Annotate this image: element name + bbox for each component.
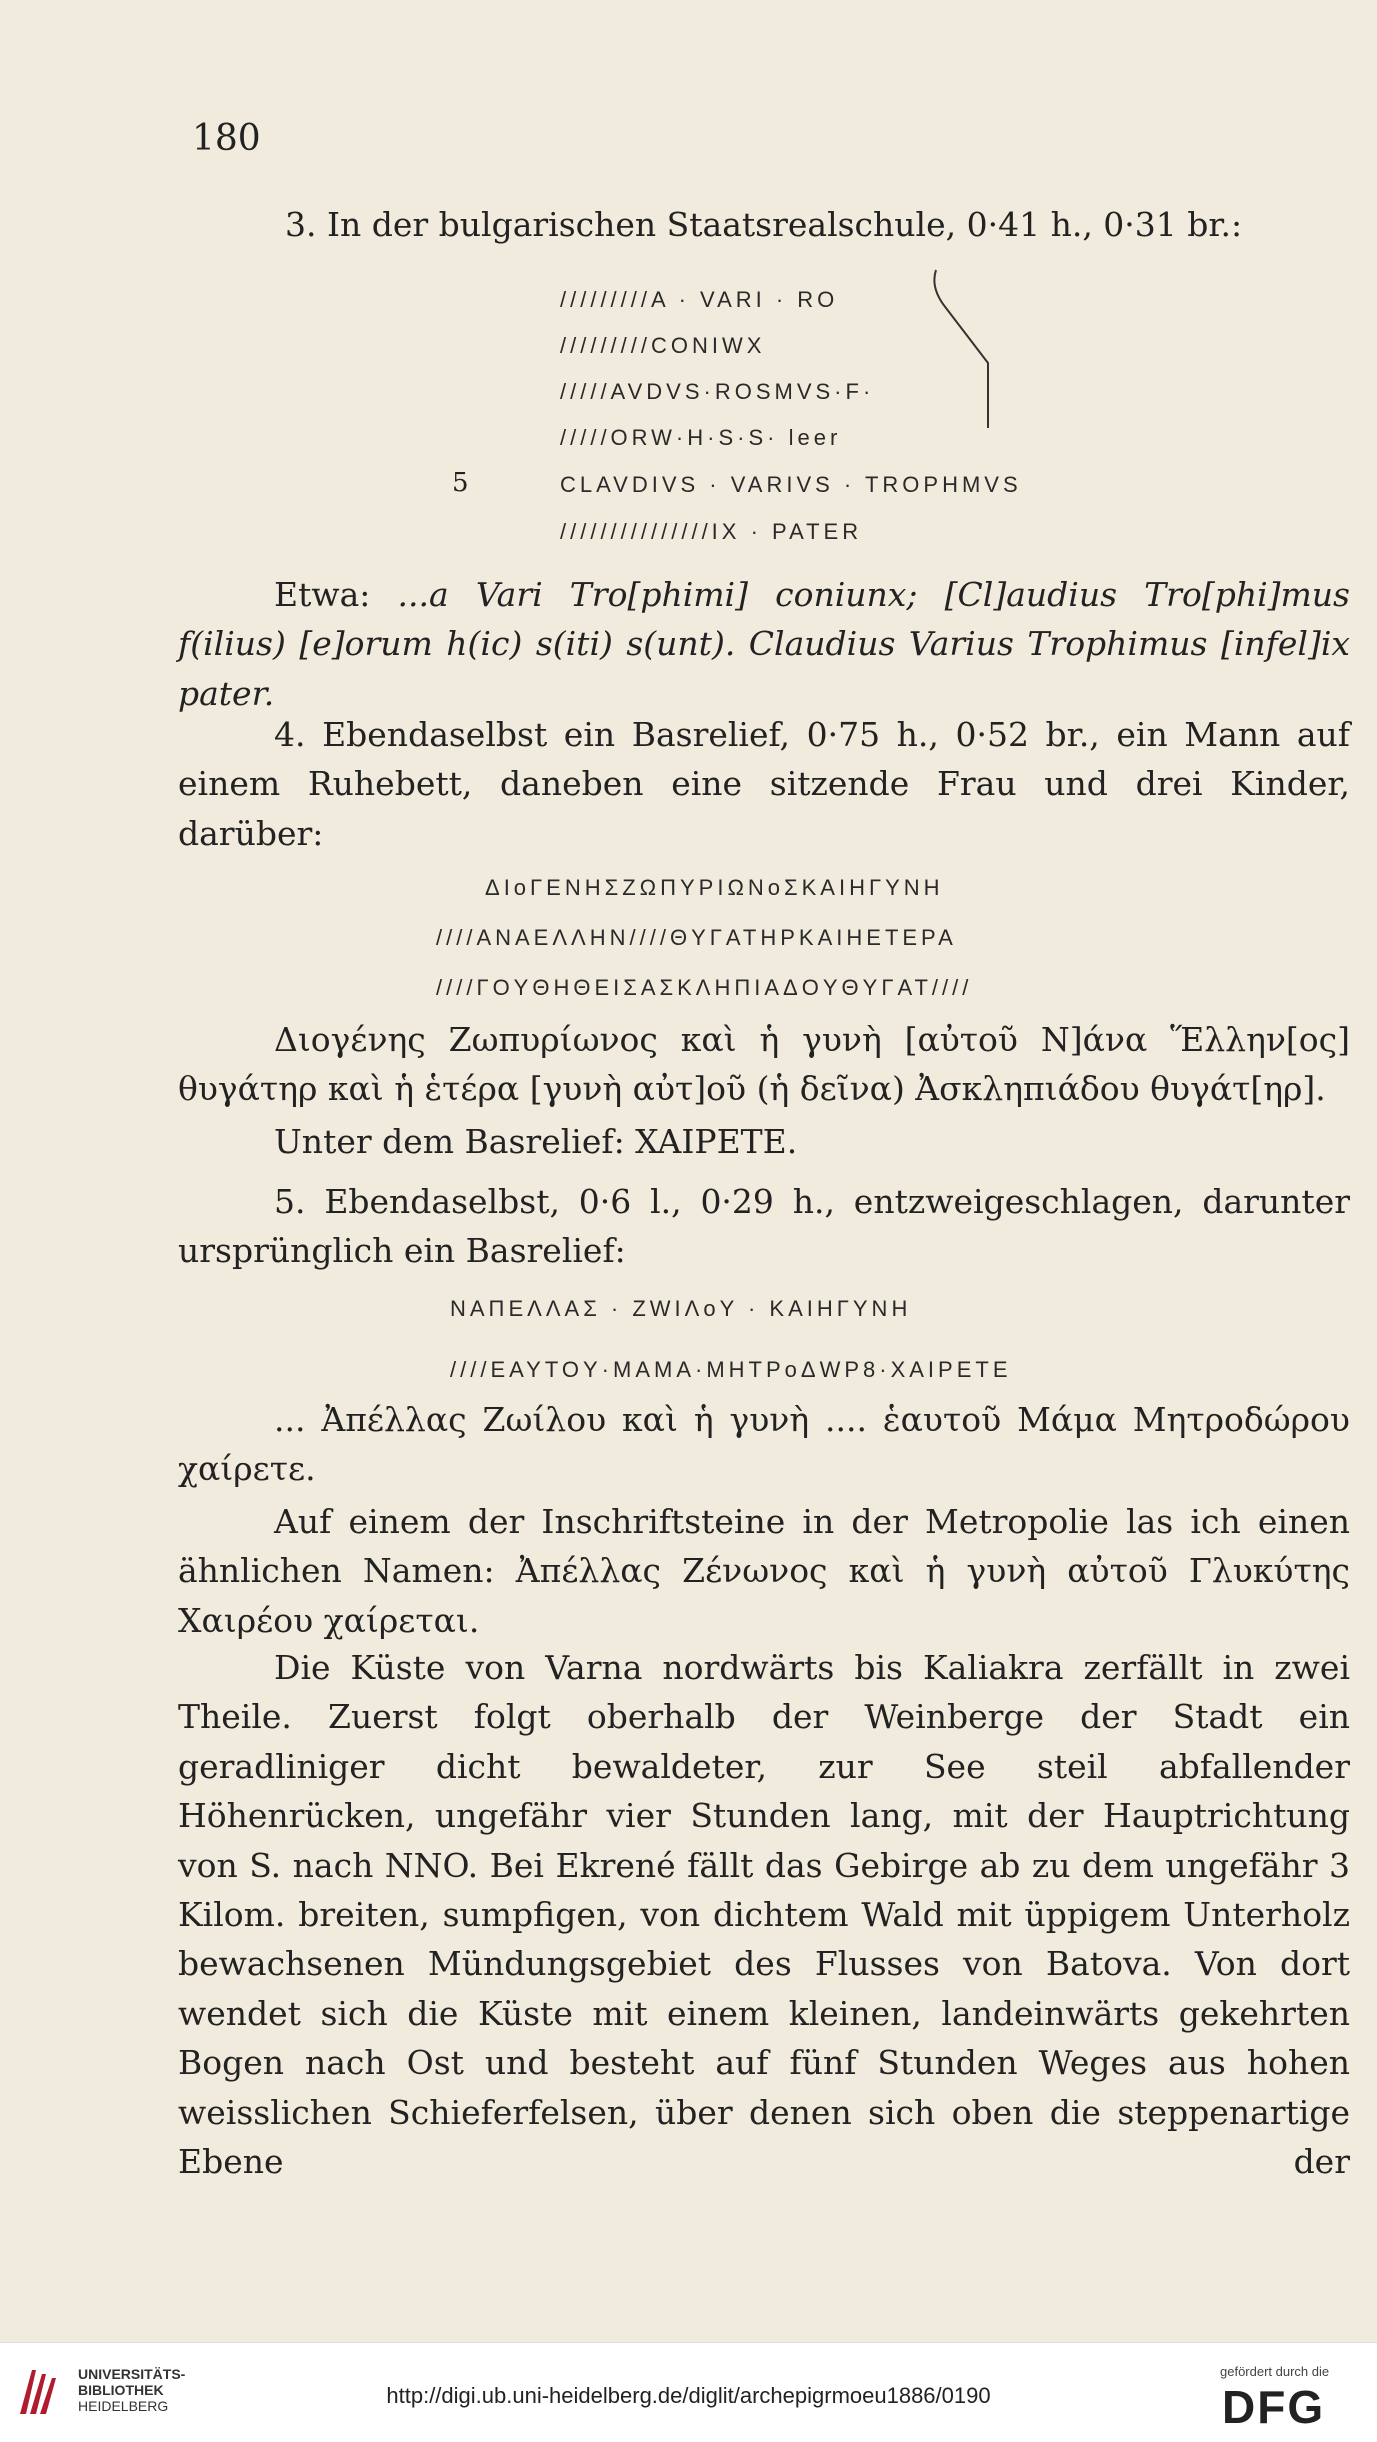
inscription3-line-2: ////EAYTOY·MAMA·MHTPoΔWP8·XAIPETE (450, 1357, 1012, 1382)
inscription1-line-4: /////ORW·H·S·S· leer (560, 425, 842, 450)
paragraph-4 (178, 710, 1350, 858)
unter-line (274, 1117, 1074, 1166)
greek-transcription-4 (178, 1015, 1350, 1114)
etwa-paragraph (178, 570, 1350, 718)
kueste-paragraph (178, 1643, 1350, 2186)
greek-5-text: ... Ἀπέλλας Ζωίλου καὶ ἡ γυνὴ .... ἑαυτοῦ Μάμα Μητροδώρου χαίρετε. (178, 1400, 1350, 1489)
etwa-label: Etwa: (274, 575, 371, 614)
page-number: 180 (192, 118, 261, 159)
paragraph-4-text: 4. Ebendaselbst ein Basrelief, 0·75 h., 0·52 br., ein Mann auf einem Ruhebett, daneben eine sitzende Frau und drei Kinder, darüber: (178, 715, 1350, 853)
inscription-bracket (926, 268, 996, 438)
auf-text: Auf einem der Inschriftsteine in der Metropolie las ich einen ähnlichen Namen: Ἀπέλλας Ζένωνος καὶ ἡ γυνὴ αὐτοῦ Γλυκύτης Χαιρέου χαίρεται. (178, 1502, 1350, 1640)
auf-paragraph (178, 1497, 1350, 1645)
kueste-text: Die Küste von Varna nordwärts bis Kaliakra zerfällt in zwei Theile. Zuerst folgt oberhalb der Weinberge der Stadt ein geradliniger dicht bewaldeter, zur See steil abfallender Höhenrücken, ungefähr vier Stunden lang, mit der Hauptrichtung von S. nach NNO. Bei Ekrené fällt das Gebirge ab zu dem ungefähr 3 Kilom. breiten, sumpfigen, von dichtem Wald mit üppigem Unterholz bewachsenen Mündungsgebiet des Flusses von Batova. Von dort wendet sich die Küste mit einem kleinen, landeinwärts gekehrten Bogen nach Ost und besteht auf fünf Stunden Weges aus hohen weisslichen Schieferfelsen, über denen sich oben die steppenartige Ebene der (178, 1648, 1350, 2182)
inscription1-line-2: /////////CONIWX (560, 333, 766, 358)
inscription2-line-1: ΔIoΓENHΣZΩΠYPIΩNoΣKAIHΓYNH (485, 875, 944, 900)
library-line-2: BIBLIOTHEK (78, 2382, 164, 2398)
unter-text: Unter dem Basrelief: XAIPETE. (274, 1122, 798, 1161)
page-url-link[interactable]: http://digi.ub.uni-heidelberg.de/diglit/archepigrmoeu1886/0190 (386, 2383, 991, 2408)
inscription3-line-1: NAΠEΛΛAΣ · ZWIΛoY · KAIHΓYNH (450, 1296, 912, 1321)
paragraph-5 (178, 1177, 1350, 1276)
paragraph-5-text: 5. Ebendaselbst, 0·6 l., 0·29 h., entzweigeschlagen, darunter ursprünglich ein Basrelief: (178, 1182, 1350, 1271)
heading-text: 3. In der bulgarischen Staatsrealschule, 0·41 h., 0·31 br.: (285, 205, 1243, 244)
inscription1-line-1: /////////A · VARI · RO (560, 287, 839, 312)
section-3-heading (285, 200, 1295, 249)
funded-by-label: gefördert durch die (1220, 2364, 1330, 2379)
inscription2-line-3: ////ΓOYΘHΘEIΣAΣKΛHΠIAΔOYΘYΓAT//// (436, 975, 973, 1000)
library-line-1: UNIVERSITÄTS- (78, 2366, 186, 2382)
library-line-3: HEIDELBERG (78, 2398, 169, 2414)
etwa-body: ...a Vari Tro[phimi] coniunx; [Cl]audius Tro[phi]mus f(ilius) [e]orum h(ic) s(iti) s(unt). Claudius Varius Trophimus [infel]ix pater. (178, 575, 1350, 713)
etwa-text (178, 570, 1350, 718)
inscription1-line-3: /////AVDVS·ROSMVS·F· (560, 379, 875, 404)
inscription2-line-2: ////ANAEΛΛHN////ΘYΓATHPKAIHETEPA (436, 925, 957, 950)
inscription1-line-6: ///////////////IX · PATER (560, 519, 863, 544)
greek-transcription-5 (178, 1395, 1350, 1494)
inscription1-line-5: CLAVDIVS · VARIVS · TROPHMVS (560, 472, 1022, 497)
dfg-logo[interactable]: DFG (1222, 2381, 1326, 2433)
line-number-5: 5 (452, 468, 469, 498)
greek-4-text: Διογένης Ζωπυρίωνος καὶ ἡ γυνὴ [αὐτοῦ Ν]άνα Ἕλλην[ος] θυγάτηρ καὶ ἡ ἑτέρα [γυνὴ αὐτ]οῦ (ἡ δεῖνα) Ἀσκληπιάδου θυγάτ[ηρ]. (178, 1020, 1350, 1109)
